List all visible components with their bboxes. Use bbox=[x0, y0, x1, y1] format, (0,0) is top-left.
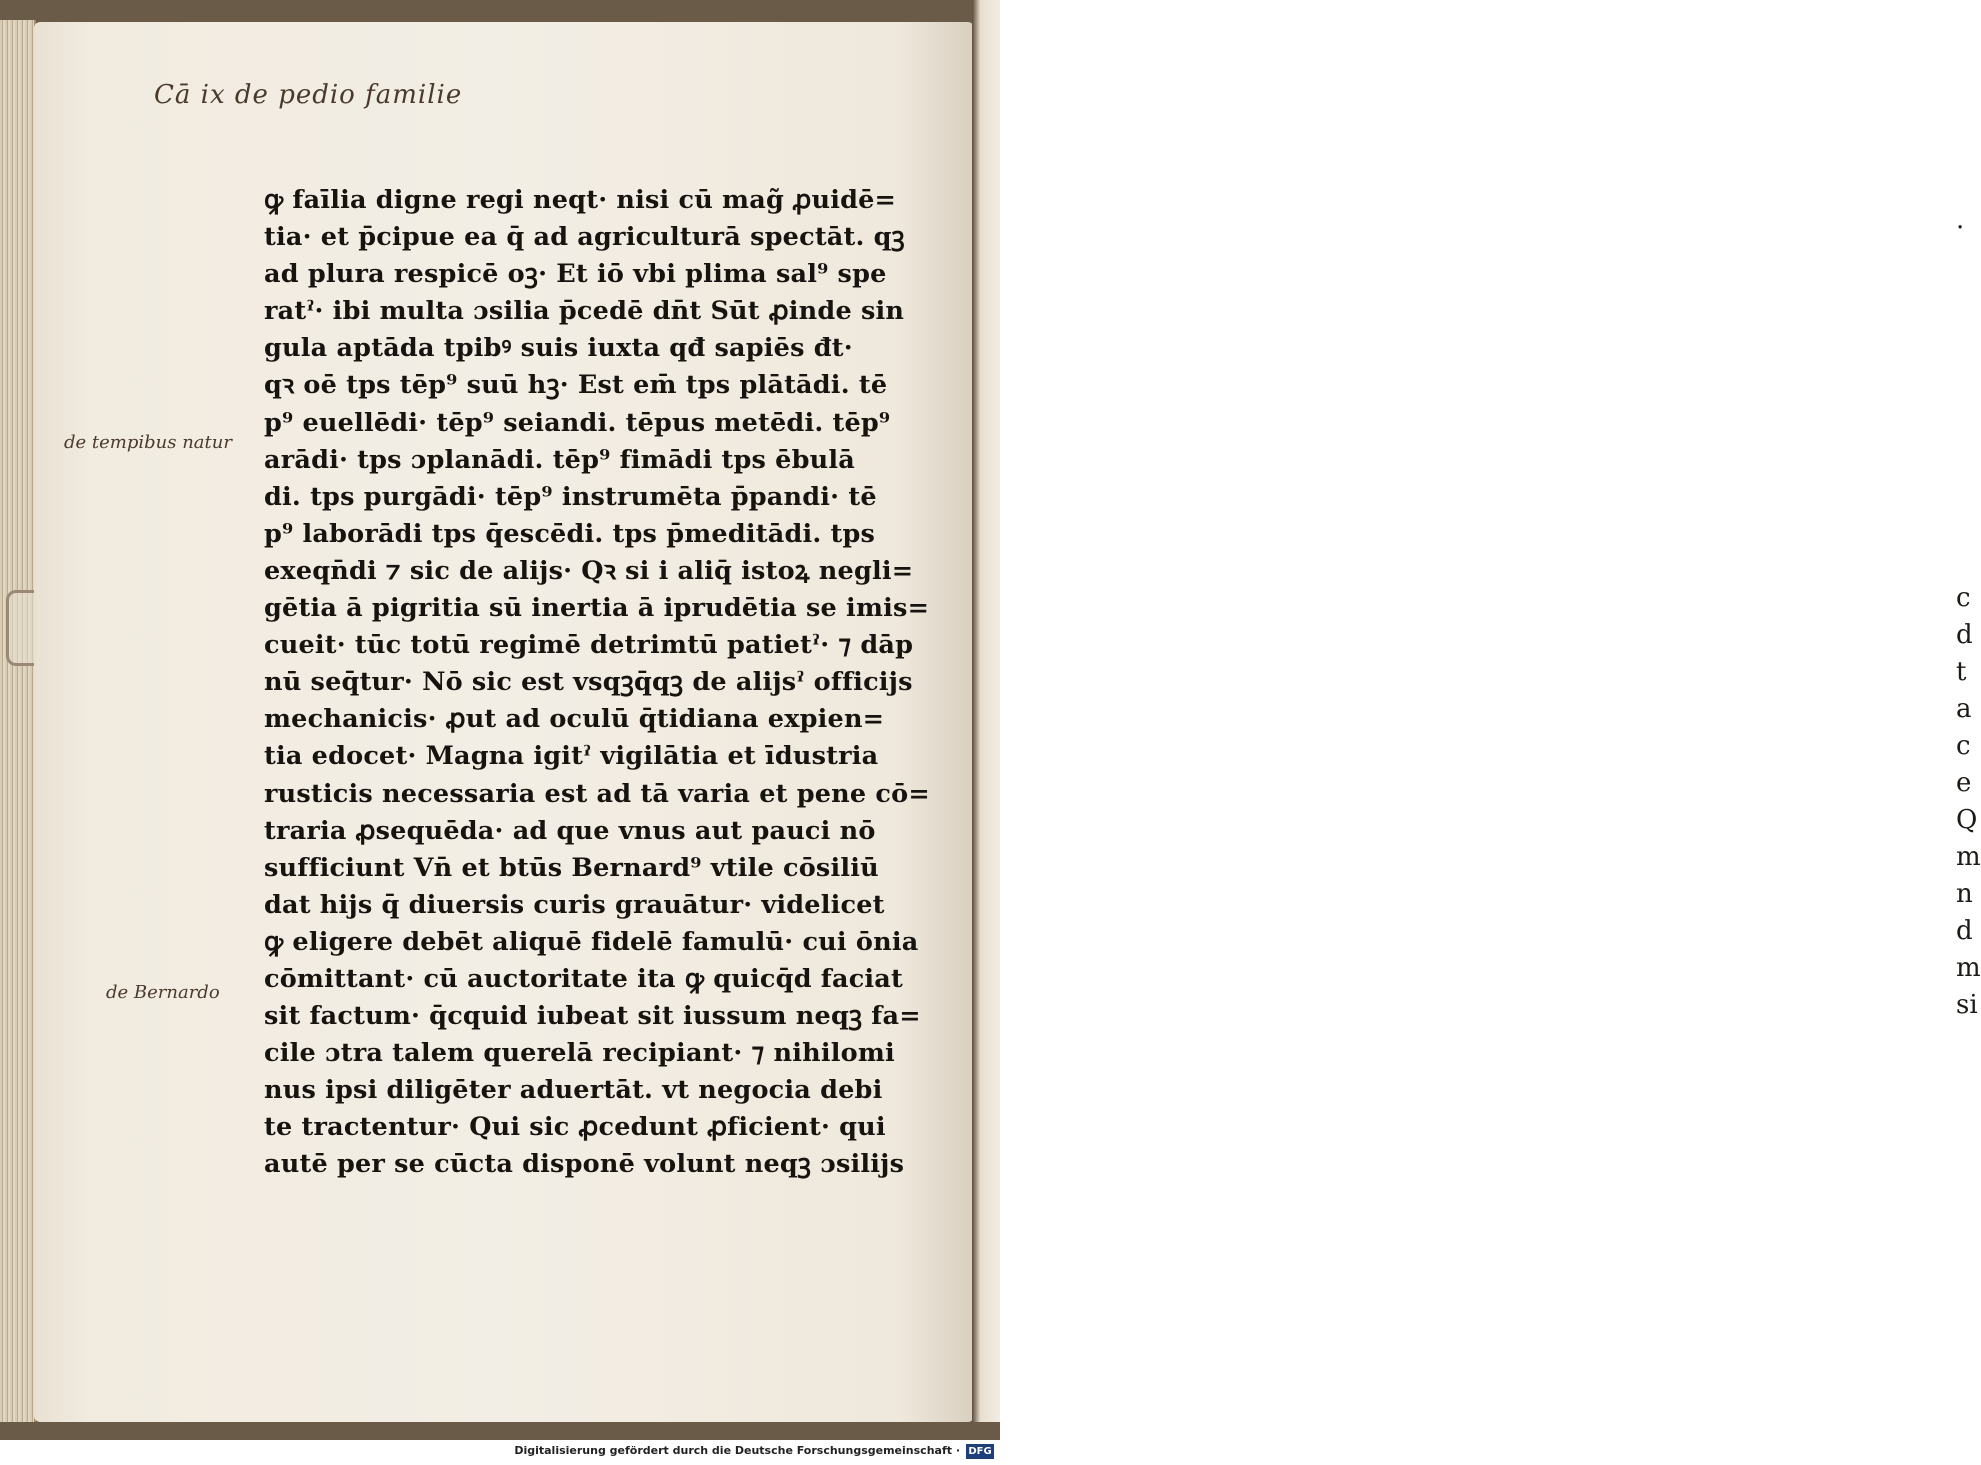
text-line: autē per se cūcta disponē volunt neqꝫ ɔsilijs bbox=[264, 1149, 905, 1180]
text-line: p⁹ laborādi tps q̄escēdi. tps p̄meditādi. tps bbox=[264, 518, 876, 549]
text-line: tia· et p̄cipue ea q̄ ad agriculturā spectāt. qꝫ bbox=[264, 222, 905, 253]
text-line: dat hijs q̄ diuersis curis grauātur· videlicet bbox=[264, 889, 885, 920]
text-line: cile ɔtra talem querelā recipiant· ⁊ nihilomi bbox=[264, 1038, 895, 1069]
handwritten-heading: Cā ix de pedio familie bbox=[154, 80, 463, 110]
text-line: cueit· tūc totū regimē detrimtū patietˀ· ⁊ dāp bbox=[264, 630, 914, 661]
text-line: traria ꝓsequēda· ad que vnus aut pauci nō bbox=[264, 815, 876, 846]
text-line: ꝙ faīlia digne regi neqt· nisi cū mag̃ ꝓuidē= bbox=[264, 185, 897, 215]
text-line: ad plura respicē oꝫ· Et iō vbi plima sal⁹ spe bbox=[264, 259, 887, 290]
text-line: sufficiunt Vn̄ et btūs Bernard⁹ vtile cōsiliū bbox=[264, 852, 879, 883]
text-line: nus ipsi diligēter aduertāt. vt negocia debi bbox=[264, 1075, 883, 1106]
dfg-logo: DFG bbox=[966, 1444, 994, 1459]
text-line: gula aptāda tpibꝰ suis iuxta qđ sapiēs đt· bbox=[264, 333, 853, 364]
text-line: di. tps purgādi· tēp⁹ instrumēta p̄pandi· tē bbox=[264, 481, 877, 512]
book-page bbox=[34, 22, 974, 1422]
next-page-fragment: · c d t a c e Q m n d m si bbox=[1956, 213, 1981, 1020]
text-line: cōmittant· cū auctoritate ita ꝙ quicq̄d faciat bbox=[264, 963, 904, 994]
text-line: p⁹ euellēdi· tēp⁹ seiandi. tēpus metēdi. tēp⁹ bbox=[264, 407, 891, 438]
scan-border-top bbox=[0, 0, 1000, 22]
text-line: te tractentur· Qui sic ꝓcedunt ꝓficient· qui bbox=[264, 1112, 886, 1143]
text-line: ratˀ· ibi multa ɔsilia p̄cedē dn̄t Sūt ꝓinde sin bbox=[264, 296, 905, 327]
margin-note: de tempibus natur bbox=[64, 432, 232, 453]
margin-note: de Bernardo bbox=[106, 982, 220, 1003]
text-line: ꝙ eligere debēt aliquē fidelē famulū· cui ōnia bbox=[264, 926, 919, 957]
text-line: arādi· tps ɔplanādi. tēp⁹ fimādi tps ēbulā bbox=[264, 444, 855, 475]
text-line: nū seq̄tur· Nō sic est vsqꝫq̄qꝫ de alijsˀ officijs bbox=[264, 667, 913, 698]
scan-border-bottom bbox=[0, 1422, 1000, 1440]
footer-credit: Digitalisierung gefördert durch die Deutsche Forschungsgemeinschaft · bbox=[514, 1444, 960, 1457]
text-line: qꝛ oē tps tēp⁹ suū hꝫ· Est em̄ tps plātādi. tē bbox=[264, 370, 888, 401]
text-line: exeqn̄di ⁊ sic de alijs· Qꝛ si i aliq̄ istoꝝ negli= bbox=[264, 555, 914, 586]
book-edge-left bbox=[0, 20, 36, 1425]
text-line: rusticis necessaria est ad tā varia et pene cō= bbox=[264, 778, 930, 809]
text-line: tia edocet· Magna igitˀ vigilātia et īdustria bbox=[264, 741, 879, 772]
footer bbox=[0, 1440, 1000, 1465]
text-line: mechanicis· ꝓut ad oculū q̄tidiana expien= bbox=[264, 704, 885, 735]
page-gutter bbox=[972, 0, 1981, 1440]
text-line: sit factum· q̄cquid iubeat sit iussum neqꝫ fa= bbox=[264, 1001, 921, 1032]
text-line: gētia ā pigritia sū inertia ā iprudētia se imis= bbox=[264, 593, 930, 624]
text-block bbox=[264, 182, 930, 1184]
